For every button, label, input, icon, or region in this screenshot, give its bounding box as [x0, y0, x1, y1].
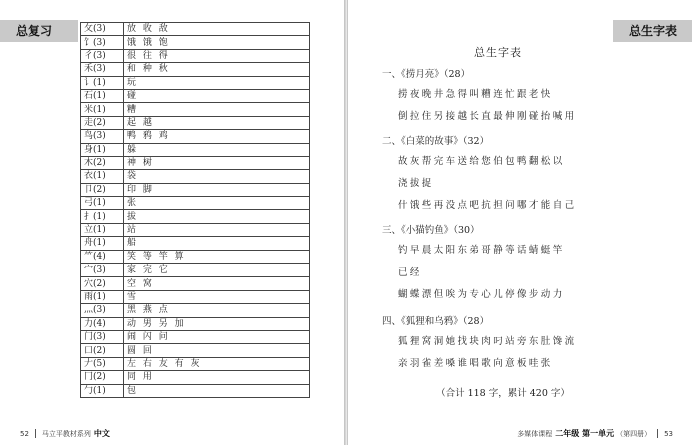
chars-cell: 碰 [124, 89, 310, 102]
chars-cell: 饿 饿 饱 [124, 36, 310, 49]
footer-divider [35, 429, 36, 438]
radical-row [81, 197, 310, 210]
lesson-heading: 三、《小猫钓鱼》（30） [382, 225, 480, 236]
chars-cell: 袋 [124, 170, 310, 183]
character-total: （合计 118 字，累计 420 字） [436, 388, 570, 399]
radical-cell: 弓(1) [81, 197, 124, 210]
radical-row [81, 277, 310, 290]
radical-row [81, 371, 310, 384]
radical-cell: 卩(2) [81, 183, 124, 196]
radical-cell: 勹(1) [81, 384, 124, 397]
radical-cell: 攵(3) [81, 23, 124, 36]
chars-cell: 起 越 [124, 116, 310, 129]
radical-row [81, 330, 310, 343]
lesson-section-1 [382, 66, 642, 128]
radical-row [81, 23, 310, 36]
left-page [0, 0, 345, 445]
radical-row [81, 223, 310, 236]
lesson-heading: 一、《捞月亮》（28） [382, 69, 471, 80]
radical-row [81, 76, 310, 89]
char-line: 浇拔捉 [398, 178, 434, 189]
radical-row [81, 357, 310, 370]
char-line: 蝴蝶漂但唉为专心儿停像步动力 [398, 289, 565, 300]
chars-cell: 左 右 友 有 灰 [124, 357, 310, 370]
radical-cell: 走(2) [81, 116, 124, 129]
radical-cell: 雨(1) [81, 290, 124, 303]
lesson-section-3 [382, 222, 642, 306]
radical-cell: 𠂇(5) [81, 357, 124, 370]
radical-cell: 门(3) [81, 330, 124, 343]
page-number-left: 52 [20, 429, 29, 438]
radical-cell: 口(2) [81, 344, 124, 357]
chars-cell: 黑 燕 点 [124, 304, 310, 317]
radical-cell: 穴(2) [81, 277, 124, 290]
chars-cell: 圆 回 [124, 344, 310, 357]
chars-cell: 糟 [124, 103, 310, 116]
char-line: 狐狸窝洞她找块肉叼站旁东肚馋流 [398, 336, 577, 347]
radical-cell: 冂(2) [81, 371, 124, 384]
radical-row [81, 49, 310, 62]
radical-row [81, 250, 310, 263]
char-line: 什饿些再没点吧抗担问哪才能自己 [398, 200, 577, 211]
radical-cell: 彳(3) [81, 49, 124, 62]
radical-row [81, 264, 310, 277]
radical-cell: 禾(3) [81, 63, 124, 76]
right-footer [517, 428, 673, 439]
radical-cell: 讠(1) [81, 76, 124, 89]
course-name: 多媒体课程 [517, 429, 553, 438]
radical-cell: 立(1) [81, 223, 124, 236]
chars-cell: 放 收 敌 [124, 23, 310, 36]
section-tab-char-list: 总生字表 [613, 20, 692, 42]
radical-cell: 鸟(3) [81, 130, 124, 143]
chars-cell: 家 完 它 [124, 264, 310, 277]
radical-cell: ⺮(4) [81, 250, 124, 263]
chars-cell: 和 种 秋 [124, 63, 310, 76]
right-page [347, 0, 692, 445]
char-line: 故灰帮完车送给您伯包鸭翻松以 [398, 156, 565, 167]
radical-cell: 灬(3) [81, 304, 124, 317]
radical-cell: 米(1) [81, 103, 124, 116]
radical-cell: 木(2) [81, 156, 124, 169]
chars-cell: 动 男 另 加 [124, 317, 310, 330]
radical-row [81, 156, 310, 169]
radical-cell: 宀(3) [81, 264, 124, 277]
footer-divider [657, 429, 658, 438]
page-number-right: 53 [664, 429, 673, 438]
chars-cell: 很 往 得 [124, 49, 310, 62]
char-line: 倒拉住另接越长直最伸刚碰抬喊用 [398, 111, 577, 122]
chars-cell: 站 [124, 223, 310, 236]
radical-cell: 力(4) [81, 317, 124, 330]
radical-table [80, 22, 310, 398]
volume-label: （第四册） [616, 429, 652, 438]
radical-row [81, 170, 310, 183]
chars-cell: 笑 等 竿 算 [124, 250, 310, 263]
char-line: 捞夜晚井急得叫糟连忙跟老快 [398, 89, 553, 100]
chars-cell: 鸭 鸦 鸡 [124, 130, 310, 143]
section-tab-review: 总复习 [0, 20, 78, 42]
chars-cell: 空 窝 [124, 277, 310, 290]
left-footer [20, 428, 110, 439]
chars-cell: 闹 闪 问 [124, 330, 310, 343]
radical-cell: 石(1) [81, 89, 124, 102]
radical-row [81, 63, 310, 76]
radical-row [81, 290, 310, 303]
subject-name: 中文 [93, 429, 110, 438]
grade-unit: 二年级 第一单元 [555, 429, 615, 438]
radical-row [81, 36, 310, 49]
chars-cell: 玩 [124, 76, 310, 89]
chars-cell: 包 [124, 384, 310, 397]
lesson-section-2 [382, 133, 642, 217]
series-name: 马立平教材系列 [41, 429, 91, 438]
char-line: 钓早晨太阳东弟哥静等话蜻蜓竿 [398, 245, 565, 256]
chars-cell: 张 [124, 197, 310, 210]
radical-row [81, 344, 310, 357]
radical-row [81, 304, 310, 317]
radical-cell: 饣(3) [81, 36, 124, 49]
radical-row [81, 103, 310, 116]
chars-cell: 雪 [124, 290, 310, 303]
radical-cell: 衣(1) [81, 170, 124, 183]
lesson-section-4 [382, 313, 642, 375]
radical-row [81, 210, 310, 223]
chars-cell: 拔 [124, 210, 310, 223]
chars-cell: 船 [124, 237, 310, 250]
radical-row [81, 237, 310, 250]
page-title: 总生字表 [474, 46, 522, 59]
radical-cell: 身(1) [81, 143, 124, 156]
chars-cell: 同 用 [124, 371, 310, 384]
chars-cell: 印 脚 [124, 183, 310, 196]
radical-row [81, 183, 310, 196]
radical-row [81, 317, 310, 330]
radical-row [81, 89, 310, 102]
chars-cell: 神 树 [124, 156, 310, 169]
radical-cell: 舟(1) [81, 237, 124, 250]
radical-row [81, 116, 310, 129]
radical-row [81, 130, 310, 143]
chars-cell: 躲 [124, 143, 310, 156]
radical-cell: 扌(1) [81, 210, 124, 223]
char-line: 亲羽雀差嗓谁唱歌向意板哇张 [398, 358, 553, 369]
radical-row [81, 384, 310, 397]
radical-row [81, 143, 310, 156]
lesson-heading: 四、《狐狸和乌鸦》（28） [382, 316, 490, 327]
lesson-heading: 二、《白菜的故事》（32） [382, 136, 490, 147]
char-line: 已经 [398, 267, 422, 278]
